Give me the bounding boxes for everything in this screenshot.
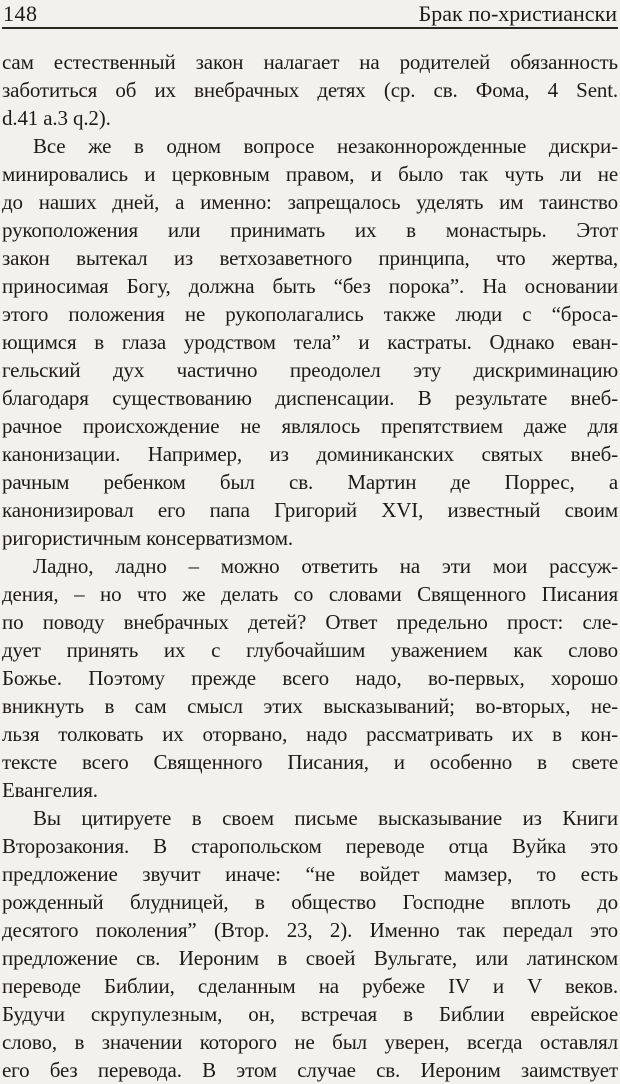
text-line: по поводу внебрачных детей? Ответ предельно прост: сле- — [2, 610, 618, 634]
running-title: Брак по-христиански — [418, 1, 617, 26]
text-line: десятого поколения” (Втор. 23, 2). Именно так передал это — [2, 918, 618, 942]
paragraph — [2, 804, 618, 1084]
text-line: канонизации. Например, из доминиканских святых внеб- — [2, 442, 618, 466]
paragraph — [2, 552, 618, 804]
text-line: канонизировал его папа Григорий XVI, известный своим — [2, 498, 618, 522]
text-line: Будучи скрупулезным, он, встречая в Библии еврейское — [2, 1002, 618, 1026]
text-line: его без перевода. В этом случае св. Иероним заимствует — [2, 1058, 618, 1082]
text-line: ющимся в глаза уродством тела” и кастраты. Однако еван- — [2, 330, 618, 354]
text-line: рукоположения или принимать их в монастырь. Этот — [2, 218, 618, 242]
text-line: Вы цитируете в своем письме высказывание из Книги — [33, 806, 618, 830]
text-line: льзя толковать их оторвано, надо рассматривать их в кон- — [2, 722, 618, 746]
text-line: до наших дней, а именно: запрещалось уделять им таинство — [2, 190, 618, 214]
page-body — [2, 48, 618, 1084]
text-line: закон вытекал из ветхозаветного принципа, что жертва, — [2, 246, 618, 270]
text-line: Все же в одном вопросе незаконнорожденные дискри- — [33, 134, 618, 158]
header-rule — [2, 27, 618, 29]
text-line: тексте всего Священного Писания, и особенно в свете — [2, 750, 618, 774]
text-line: предложение св. Иероним в своей Вульгате, или латинском — [2, 946, 618, 970]
text-line: d.41 a.3 q.2). — [2, 106, 111, 130]
text-line: рожденный блудницей, в общество Господне вплоть до — [2, 890, 618, 914]
text-line: дует принять их с глубочайшим уважением как слово — [2, 638, 618, 662]
text-line: Ладно, ладно – можно ответить на эти мои рассуж- — [33, 554, 618, 578]
text-line: рачным ребенком был св. Мартин де Поррес, а — [2, 470, 618, 494]
text-line: Второзакония. В старопольском переводе отца Вуйка это — [2, 834, 618, 858]
text-line: предложение звучит иначе: “не войдет мамзер, то есть — [2, 862, 618, 886]
page-header — [2, 2, 618, 25]
text-line: ригористичным консерватизмом. — [2, 526, 293, 550]
page-number: 148 — [3, 1, 38, 26]
text-line: сам естественный закон налагает на родителей обязанность — [2, 50, 618, 74]
text-line: Евангелия. — [2, 778, 98, 802]
paragraph — [2, 132, 618, 552]
text-line: рачное происхождение не являлось препятствием даже для — [2, 414, 618, 438]
text-line: гельский дух частично преодолел эту дискриминацию — [2, 358, 618, 382]
text-line: минировались и церковным правом, и было так чуть ли не — [2, 162, 618, 186]
text-line: дения, – но что же делать со словами Священного Писания — [2, 582, 618, 606]
text-line: благодаря существованию диспенсации. В результате внеб- — [2, 386, 618, 410]
text-line: слово, в значении которого не был уверен, всегда оставлял — [2, 1030, 618, 1054]
text-line: заботиться об их внебрачных детях (ср. св. Фома, 4 Sent. — [2, 78, 618, 102]
text-line: Божье. Поэтому прежде всего надо, во-первых, хорошо — [2, 666, 618, 690]
text-line: вникнуть в сам смысл этих высказываний; во-вторых, не- — [2, 694, 618, 718]
text-line: приносимая Богу, должна быть “без порока”. На основании — [2, 274, 618, 298]
text-line: переводе Библии, сделанным на рубеже IV и V веков. — [2, 974, 618, 998]
text-line: этого положения не рукополагались также люди с “броса- — [2, 302, 618, 326]
paragraph — [2, 48, 618, 132]
